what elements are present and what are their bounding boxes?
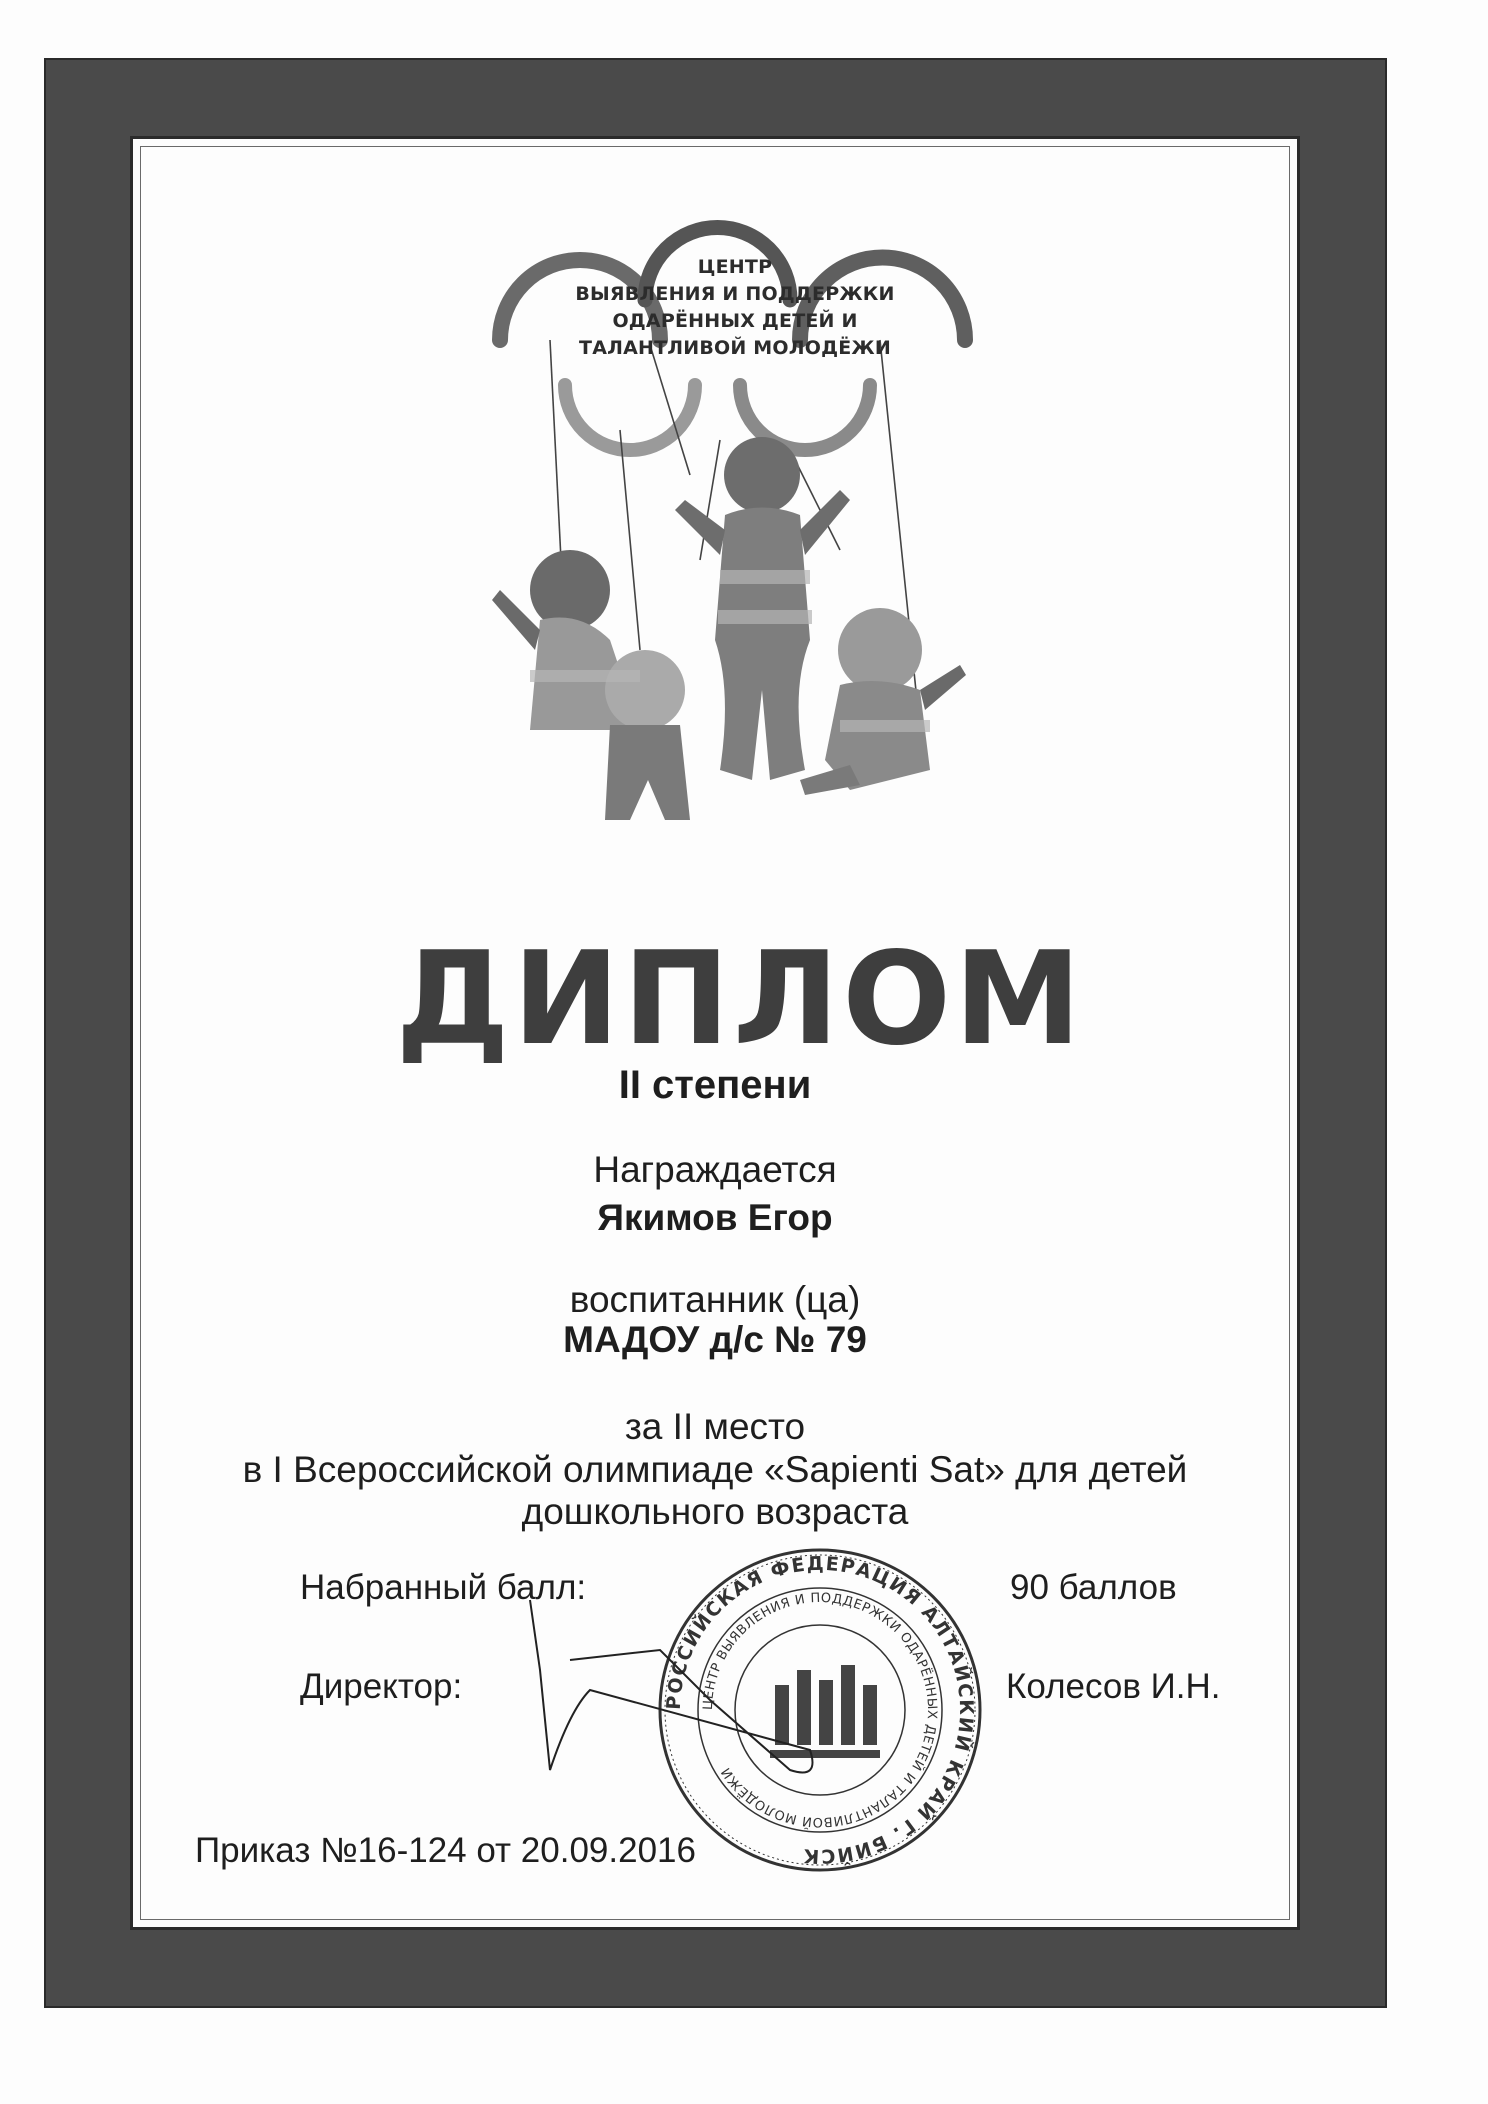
director-label: Директор:	[300, 1667, 463, 1706]
award-place: за II место	[624, 1406, 806, 1447]
emblem-line: ВЫЯВЛЕНИЯ И ПОДДЕРЖКИ	[575, 283, 895, 305]
diploma-degree: II степени	[618, 1063, 812, 1107]
event-line-2: дошкольного возраста	[521, 1491, 909, 1532]
seal-outer-text: РОССИЙСКАЯ ФЕДЕРАЦИЯ АЛТАЙСКИЙ КРАЙ Г. БИЙСК	[662, 1552, 978, 1868]
emblem-caption	[560, 254, 910, 362]
score-value: 90 баллов	[1010, 1568, 1177, 1607]
seal-inner-text: ЦЕНТР ВЫЯВЛЕНИЯ И ПОДДЕРЖКИ ОДАРЁННЫХ ДЕТЕЙ И ТАЛАНТЛИВОЙ МОЛОДЁЖИ	[700, 1590, 940, 1830]
ring-lower-left	[565, 385, 695, 450]
emblem-line: ОДАРЁННЫХ ДЕТЕЙ И	[612, 310, 858, 332]
emblem-line: ЦЕНТР	[697, 256, 773, 278]
awarded-label: Награждается	[593, 1149, 837, 1190]
director-signature	[510, 1590, 890, 1830]
score-label: Набранный балл:	[300, 1568, 587, 1607]
event-line-1: в I Всероссийской олимпиаде «Sapienti Sat» для детей	[242, 1449, 1188, 1490]
director-name: Колесов И.Н.	[1006, 1667, 1221, 1706]
order-reference: Приказ №16-124 от 20.09.2016	[195, 1831, 696, 1870]
recipient-role: воспитанник (ца)	[569, 1279, 861, 1320]
institution-name: МАДОУ д/с № 79	[563, 1319, 867, 1360]
recipient-name: Якимов Егор	[597, 1197, 833, 1238]
diploma-title: ДИПЛОМ	[395, 925, 1085, 1074]
emblem-line: ТАЛАНТЛИВОЙ МОЛОДЁЖИ	[579, 337, 891, 359]
